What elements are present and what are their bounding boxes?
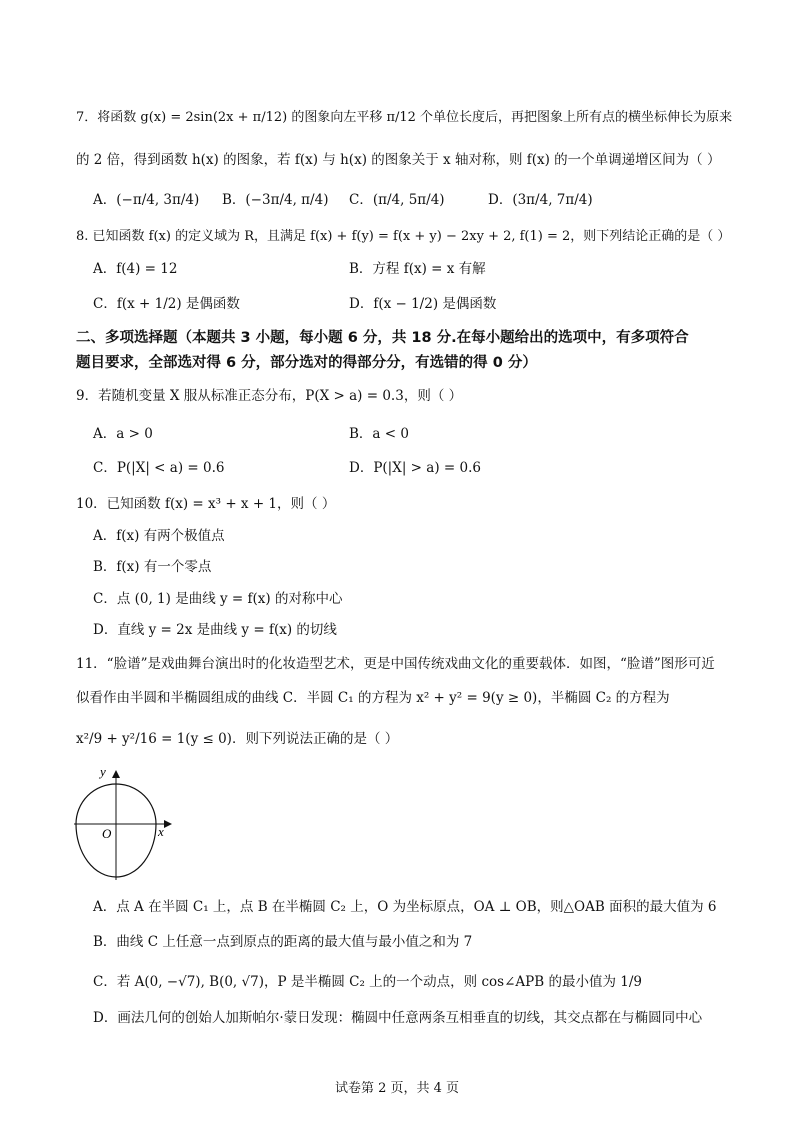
q10-option-a: A．f(x) 有两个极值点 — [93, 528, 225, 544]
q11-stem-line2: 似看作由半圆和半椭圆组成的曲线 C．半圆 C₁ 的方程为 x² + y² = 9(y ≥ 0)，半椭圆 C₂ 的方程为 — [76, 690, 670, 706]
q8-option-d: D．f(x − 1/2) 是偶函数 — [349, 296, 497, 312]
q9-option-c: C．P(|X| < a) = 0.6 — [93, 460, 225, 476]
q11-stem-line3: x²/9 + y²/16 = 1(y ≤ 0)．则下列说法正确的是（ ） — [76, 731, 399, 747]
q10-option-b: B．f(x) 有一个零点 — [93, 559, 212, 575]
section-header-line1: 二、多项选择题（本题共 3 小题，每小题 6 分，共 18 分.在每小题给出的选项中，有多项符合 — [76, 330, 689, 346]
q9-option-d: D．P(|X| > a) = 0.6 — [349, 460, 481, 476]
q9-stem: 9．若随机变量 X 服从标准正态分布，P(X > a) = 0.3，则（ ） — [76, 388, 463, 404]
q8-stem: 8. 已知函数 f(x) 的定义域为 R，且满足 f(x) + f(y) = f(x + y) − 2xy + 2, f(1) = 2，则下列结论正确的是（ ） — [76, 229, 731, 244]
q11-option-c: C．若 A(0, −√7), B(0, √7)，P 是半椭圆 C₂ 上的一个动点，则 cos∠APB 的最小值为 1/9 — [93, 974, 642, 990]
q8-option-c: C．f(x + 1/2) 是偶函数 — [93, 296, 240, 312]
q7-option-a: A．(−π/4, 3π/4) — [93, 192, 200, 208]
q11-option-d: D．画法几何的创始人加斯帕尔·蒙日发现：椭圆中任意两条互相垂直的切线，其交点都在与椭圆同中心 — [93, 1010, 703, 1026]
q10-option-d: D．直线 y = 2x 是曲线 y = f(x) 的切线 — [93, 622, 337, 638]
q11-option-a: A．点 A 在半圆 C₁ 上，点 B 在半椭圆 C₂ 上，O 为坐标原点，OA ⊥ OB，则△OAB 面积的最大值为 6 — [93, 899, 717, 915]
q8-option-b: B．方程 f(x) = x 有解 — [349, 261, 486, 277]
q9-option-a: A．a > 0 — [93, 426, 153, 442]
q7-option-d: D．(3π/4, 7π/4) — [488, 192, 593, 208]
q8-option-a: A．f(4) = 12 — [93, 261, 178, 277]
q10-stem: 10．已知函数 f(x) = x³ + x + 1，则（ ） — [76, 496, 336, 512]
y-axis-label: y — [100, 764, 106, 779]
origin-label: O — [102, 826, 112, 841]
page-footer: 试卷第 2 页，共 4 页 — [334, 1081, 460, 1096]
q9-option-b: B．a < 0 — [349, 426, 409, 442]
x-axis-arrow — [164, 820, 172, 828]
q7-stem-line2: 的 2 倍，得到函数 h(x) 的图象，若 f(x) 与 h(x) 的图象关于 x 轴对称，则 f(x) 的一个单调递增区间为（ ） — [76, 152, 721, 168]
q7-option-c: C．(π/4, 5π/4) — [349, 192, 445, 208]
q11-option-b: B．曲线 C 上任意一点到原点的距离的最大值与最小值之和为 7 — [93, 934, 473, 950]
q11-stem-line1: 11．“脸谱”是戏曲舞台演出时的化妆造型艺术，更是中国传统戏曲文化的重要载体．如图，“脸谱”图形可近 — [76, 656, 715, 672]
y-axis-arrow — [112, 770, 120, 778]
q7-stem-line1: 7．将函数 g(x) = 2sin(2x + π/12) 的图象向左平移 π/12 个单位长度后，再把图象上所有点的横坐标伸长为原来 — [76, 110, 733, 125]
q7-option-b: B．(−3π/4, π/4) — [222, 192, 329, 208]
section-header-line2: 题目要求，全部选对得 6 分，部分选对的得部分分，有选错的得 0 分） — [76, 355, 537, 371]
q10-option-c: C．点 (0, 1) 是曲线 y = f(x) 的对称中心 — [93, 591, 343, 607]
x-axis-label: x — [158, 824, 164, 839]
face-mask-curve-figure — [68, 764, 178, 884]
